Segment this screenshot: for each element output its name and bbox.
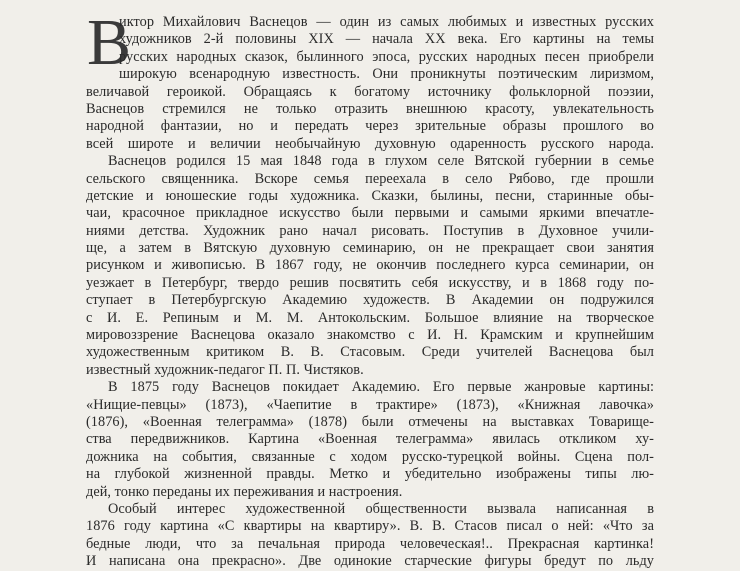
text-line: известный художник-педагог П. П. Чистяков. [86, 361, 364, 378]
text-line: на глубокой жизненной правды. Метко и убедительно изображены типы лю- [86, 466, 654, 483]
paragraph-3 [86, 379, 654, 501]
text-line: детские и юношеские годы художника. Сказки, былины, песни, старинные обы- [86, 187, 654, 204]
text-line: И написана она прекрасно». Две одинокие старческие фигуры бредут по льду [86, 553, 654, 570]
text-line: с И. Е. Репиным и М. М. Антокольским. Большое влияние на творческое [86, 309, 654, 326]
text-line: ниями детства. Художник рано начал рисовать. Поступив в Духовное учили- [86, 222, 654, 239]
text-line: «Нищие-певцы» (1873), «Чаепитие в трактире» (1873), «Книжная лавочка» [86, 396, 654, 413]
text-line: мировоззрение Васнецова оказало знакомство с И. Н. Крамским и крупнейшим [86, 327, 654, 344]
text-line: Васнецов стремился не только отразить внешнюю красоту, увлекательность [86, 100, 654, 117]
text-line: народной фантазии, но и передать через зрительные образы прошлого во [86, 118, 654, 135]
text-line: уезжает в Петербург, твердо решив посвятить себя искусству, и в 1868 году по- [86, 274, 654, 291]
text-line: русских народных сказок, былинного эпоса, русских народных песен приобрели [119, 48, 654, 65]
paragraph-1 [86, 6, 654, 153]
text-line: ще, а затем в Вятскую духовную семинарию, он не прекращает свои занятия [86, 240, 654, 257]
text-line: широкую всенародную известность. Они проникнуты поэтическим лиризмом, [119, 66, 654, 83]
text-line: Васнецов родился 15 мая 1848 года в глухом селе Вятской губернии в семье [108, 153, 654, 170]
paragraph-2 [86, 153, 654, 379]
text-line: Особый интерес художественной общественности вызвала написанная в [108, 500, 654, 517]
text-line: В 1875 году Васнецов покидает Академию. Его первые жанровые картины: [108, 379, 654, 396]
text-line: дей, тонко переданы их переживания и настроения. [86, 483, 403, 500]
text-line: художественным критиком В. В. Стасовым. Среди учителей Васнецова был [86, 344, 654, 361]
text-line: рисунком и живописью. В 1867 году, не окончив последнего курса семинарии, он [86, 257, 654, 274]
text-line: иктор Михайлович Васнецов — один из самых любимых и известных русских [119, 14, 654, 30]
drop-cap: В [87, 6, 132, 79]
text-line: художников 2-й половины XIX — начала XX века. Его картины на темы [119, 31, 654, 48]
text-line: ступает в Петербургскую Академию художеств. В Академии он подружился [86, 292, 654, 309]
text-line: ства передвижников. Картина «Военная телеграмма» явилась откликом ху- [86, 431, 654, 448]
text-line: величавой героикой. Обращаясь к богатому источнику фольклорной поэзии, [86, 83, 654, 100]
text-line: дожника на события, связанные с ходом русско-турецкой войны. Сцена пол- [86, 448, 654, 465]
text-line: чаи, красочное прикладное искусство были первыми и самыми яркими впечатле- [86, 205, 654, 222]
text-line: бедные люди, что за печальная природа человеческая!.. Прекрасная картинка! [86, 535, 654, 552]
text-line: (1876), «Военная телеграмма» (1878) были отмечены на выставках Товарище- [86, 413, 654, 430]
text-line: сельского священника. Вскоре семья переехала в село Рябово, где прошли [86, 170, 654, 187]
article-body [86, 6, 654, 571]
text-line: 1876 году картина «С квартиры на квартиру». В. В. Стасов писал о ней: «Что за [86, 518, 654, 535]
text-line: всей широте и величии необычайную духовную одаренность русского народа. [86, 135, 654, 152]
